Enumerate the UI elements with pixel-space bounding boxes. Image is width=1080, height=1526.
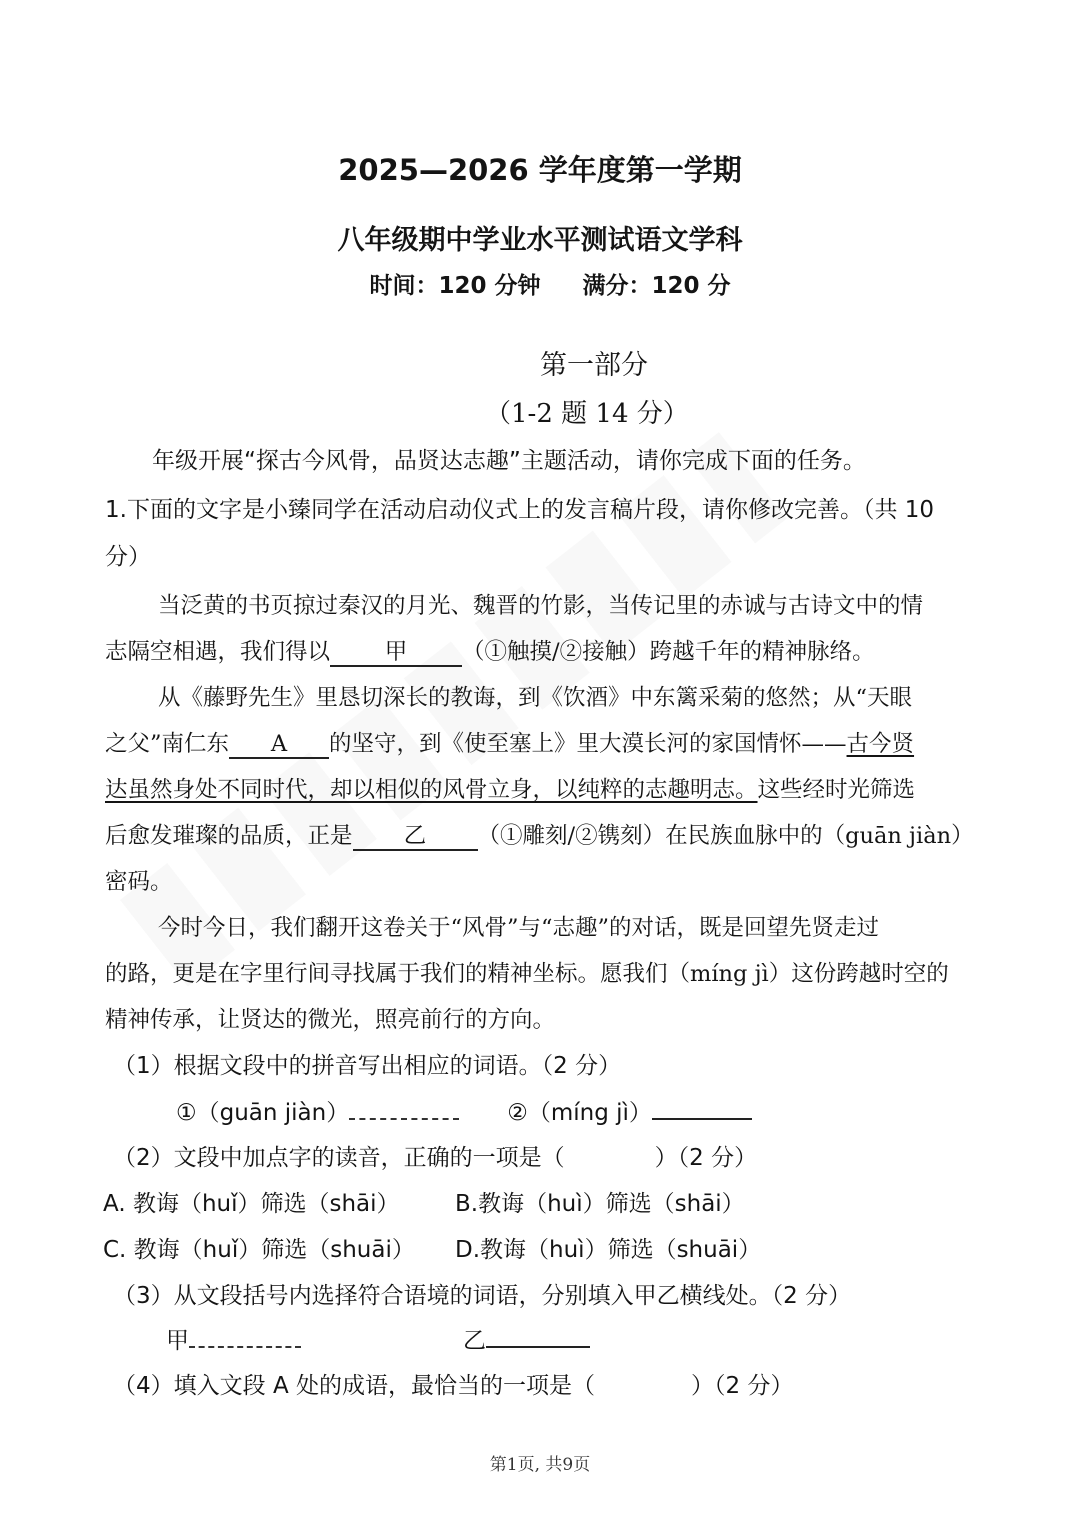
pinyin-item-2: ②（míng jì） [507, 1100, 652, 1126]
passage-line: 密码。 [105, 869, 173, 895]
answer-blank-jia[interactable] [189, 1346, 301, 1348]
option-c: C. 教诲（huǐ）筛选（shuāi） [103, 1237, 415, 1263]
question-text: ）（2 分） [691, 1373, 794, 1399]
question-text: （2）文段中加点字的读音，正确的一项是（ [113, 1145, 565, 1171]
answer-blank-1[interactable] [349, 1118, 459, 1120]
exam-subtitle: 八年级期中学业水平测试语文学科 [337, 225, 743, 256]
passage-text: 志隔空相遇，我们得以 [105, 639, 331, 665]
answer-blank-2[interactable] [652, 1118, 752, 1120]
exam-title: 2025—2026 学年度第一学期 [338, 153, 742, 187]
passage-line: 的路，更是在字里行间寻找属于我们的精神坐标。愿我们（míng jì）这份跨越时空的 [105, 961, 949, 987]
sub-question-1: （1）根据文段中的拼音写出相应的词语。（2 分） [113, 1053, 622, 1079]
score-label: 满分：120 分 [582, 273, 731, 299]
passage-text: 后愈发璀璨的品质，正是 [105, 823, 353, 849]
page-footer: 第1页, 共9页 [489, 1455, 591, 1475]
blank-jia: 甲 [330, 641, 462, 667]
sub-question-2 [113, 1139, 757, 1172]
answer-blank-yi[interactable] [486, 1346, 590, 1348]
question-text: （4）填入文段 A 处的成语，最恰当的一项是（ [113, 1373, 595, 1399]
passage-line [105, 772, 915, 804]
passage-text: 这些经时光筛选 [757, 777, 916, 803]
blank-a: A [229, 733, 329, 759]
activity-intro: 年级开展“探古今风骨，品贤达志趣”主题活动，请你完成下面的任务。 [152, 448, 866, 474]
question-1-stem-cont: 分） [105, 544, 151, 570]
underlined-sentence: 古今贤 [846, 731, 915, 757]
option-d: D.教诲（huì）筛选（shuāi） [455, 1237, 762, 1263]
time-label: 时间：120 分钟 [369, 273, 541, 299]
sub-question-4 [113, 1367, 793, 1400]
option-a: A. 教诲（huǐ）筛选（shāi） [103, 1191, 400, 1217]
passage-line: 精神传承，让贤达的微光，照亮前行的方向。 [105, 1007, 556, 1033]
underlined-sentence: 达虽然身处不同时代，却以相似的风骨立身，以纯粹的志趣明志。 [105, 777, 758, 803]
passage-line: 当泛黄的书页掠过秦汉的月光、魏晋的竹影，当传记里的赤诚与古诗文中的情 [158, 593, 924, 619]
label-jia: 甲 [166, 1328, 189, 1354]
passage-text: （①触摸/②接触）跨越千年的精神脉络。 [462, 639, 875, 665]
passage-text: 之父”南仁东 [105, 731, 230, 757]
sub-question-3-answers [166, 1322, 590, 1355]
passage-line [105, 634, 875, 667]
passage-line: 从《藤野先生》里恳切深长的教诲，到《饮酒》中东篱采菊的悠然；从“天眼 [158, 685, 913, 711]
question-text: ）（2 分） [654, 1145, 758, 1171]
option-b: B.教诲（huì）筛选（shāi） [455, 1191, 745, 1217]
question-1-stem: 1.下面的文字是小臻同学在活动启动仪式上的发言稿片段，请你修改完善。（共 10 [105, 497, 935, 523]
sub-question-1-answers [176, 1094, 752, 1127]
part-heading: 第一部分 [540, 350, 648, 381]
part-range: （1-2 题 14 分） [485, 399, 689, 429]
label-yi: 乙 [463, 1328, 486, 1354]
passage-line [105, 726, 914, 759]
passage-text: 的坚守，到《使至塞上》里大漠长河的家国情怀—— [329, 731, 847, 757]
exam-meta [10, 267, 1080, 300]
sub-question-3: （3）从文段括号内选择符合语境的词语，分别填入甲乙横线处。（2 分） [113, 1283, 852, 1309]
passage-line [105, 818, 974, 851]
passage-line: 今时今日，我们翻开这卷关于“风骨”与“志趣”的对话，既是回望先贤走过 [158, 915, 880, 941]
blank-yi: 乙 [353, 825, 478, 851]
passage-text: （①雕刻/②镌刻）在民族血脉中的（guān jiàn） [477, 823, 974, 849]
pinyin-item-1: ①（guān jiàn） [176, 1100, 350, 1126]
